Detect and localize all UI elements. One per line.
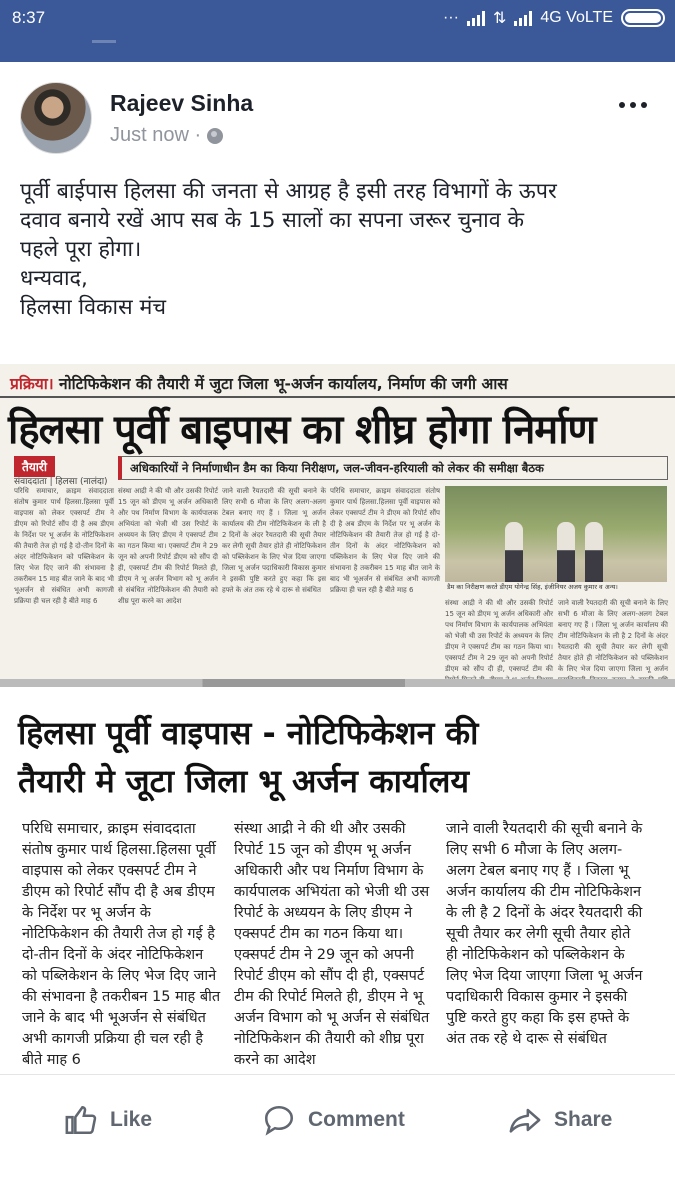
timestamp[interactable]: Just now ·	[110, 124, 202, 146]
kicker-text: नोटिफिकेशन की तैयारी में जुटा जिला भू-अर्जन कार्यालय, निर्माण की जगी आस	[59, 375, 508, 393]
post-text-line: धन्यवाद,	[20, 266, 88, 291]
article-column: संस्था आद्री ने की थी और उसकी रिपोर्ट 15 जून को डीएम भू अर्जन अधिकारी और पथ निर्माण विभाग के कार्यपालक अभियंता को भेजी थी उस रिपोर्ट के अध्ययन के लिए डीएम ने एक्सपर्ट टीम का गठन किया था। एक्सपर्ट टीम ने 29 जून को अपनी रिपोर्ट डीएम को सौंप दी ही, एक्सपर्ट टीम की रिपोर्ट मिलते ही, डीएम ने भू अर्जन विभाग को भू अर्जन से संबंधित नोटिफिकेशन की तैयारी को शीघ्र पूरा करने का आदेश	[118, 487, 218, 605]
signal-icon	[514, 10, 532, 26]
torn-edge	[0, 679, 675, 687]
nav-strip	[0, 40, 675, 62]
post-text-line: पहले पूरा होगा।	[20, 237, 142, 262]
clipping-subhead: अधिकारियों ने निर्माणाधीन डैम का किया निरीक्षण, जल-जीवन-हरियाली को लेकर की समीक्षा बैठक	[118, 456, 668, 480]
like-label: Like	[110, 1108, 153, 1131]
article-column: जाने वाली रैयतदारी की सूची बनाने के लिए सभी 6 मौजा के लिए अलग-अलग टेबल बनाए गए हैं । जिला भू अर्जन कार्यालय की टीम नोटिफिकेशन के ली है 2 दिनों के अंदर रैयतदारी की सूची तैयार कर लेगी सूची तैयार होते ही नोटिफिकेशन को पब्लिकेशन के लिए भेज दिया जाएगा जिला भू अर्जन पदाधिकारी विकास कुमार ने इसकी पुष्टि करते हुए कहा कि इस हफ्ते के अंत तक रहे थे दारू से संबंधित	[222, 487, 326, 594]
article-column: परिधि समाचार, क्राइम संवाददाता संतोष कुमार पार्थ हिलसा.हिलसा पूर्वी वाइपास को लेकर एक्सपर्ट टीम ने डीएम को रिपोर्ट सौंप दी है अब डीएम के निर्देश पर भू अर्जन के नोटिफिकेशन की तैयारी तेज हो गई है दो-तीन दिनों के अंदर नोटिफिकेशन को पब्लिकेशन के लिए भेज दिए जाने की संभावना है तकरीबन 15 माह बीत जाने के बाद भी भूअर्जन से संबंधित अभी कागजी प्रक्रिया ही चल रही है बीते माह 6	[22, 821, 221, 1068]
status-bar	[0, 0, 675, 40]
news-photo	[445, 486, 667, 594]
photo-caption: डैम का निरीक्षण करते डीएम योगेन्द्र सिंह, इंजीनियर अजय कुमार व अन्य।	[445, 582, 667, 594]
person-figure	[505, 522, 523, 584]
headline-line: तैयारी मे जूटा जिला भू अर्जन कार्यालय	[18, 762, 470, 800]
battery-icon	[621, 9, 665, 27]
comment-button[interactable]	[262, 1103, 405, 1137]
post-card	[0, 62, 675, 1200]
status-icons	[443, 8, 665, 28]
post-text	[20, 177, 660, 322]
comment-label: Comment	[308, 1108, 405, 1131]
globe-icon	[207, 128, 223, 144]
avatar[interactable]	[20, 82, 92, 154]
post-text-line: पूर्वी बाईपास हिलसा की जनता से आग्रह है इसी तरह विभागों के ऊपर	[20, 179, 557, 204]
nav-indicator	[92, 40, 116, 43]
action-bar	[0, 1074, 675, 1200]
newspaper-clipping-1[interactable]	[0, 364, 675, 679]
clipping-kicker	[10, 372, 665, 394]
divider	[0, 396, 675, 398]
headline-line: हिलसा पूर्वी वाइपास - नोटिफिकेशन की	[18, 714, 479, 752]
post-text-line: दवाव बनाये रखें आप सब के 15 सालों का सपना जरूर चुनाव के	[20, 208, 525, 233]
person-figure	[585, 522, 603, 584]
article-column: परिधि समाचार, क्राइम संवाददाता संतोष कुमार पार्थ हिलसा.हिलसा पूर्वी वाइपास को लेकर एक्सपर्ट टीम ने डीएम को रिपोर्ट सौंप दी है अब डीएम के निर्देश पर भू अर्जन के नोटिफिकेशन की तैयारी तेज हो गई है दो-तीन दिनों के अंदर नोटिफिकेशन को पब्लिकेशन के लिए भेज दिए जाने की संभावना है तकरीबन 15 माह बीत जाने के बाद भी भूअर्जन से संबंधित अभी कागजी प्रक्रिया ही चल रही है बीते माह 6	[330, 487, 440, 594]
clipping-headline: हिलसा पूर्वी बाइपास का शीघ्र होगा निर्माण	[8, 407, 596, 453]
comment-icon	[262, 1103, 296, 1137]
author-name[interactable]: Rajeev Sinha	[110, 90, 254, 116]
share-button[interactable]	[508, 1103, 612, 1137]
newspaper-clipping-2[interactable]	[0, 679, 675, 1074]
dateline: संवाददाता | हिलसा (नालंदा)	[14, 477, 108, 487]
more-options-icon[interactable]	[619, 102, 647, 108]
share-icon	[508, 1103, 542, 1137]
section-tag: तैयारी	[14, 456, 55, 477]
post-meta	[110, 124, 223, 147]
article-column: जाने वाली रैयतदारी की सूची बनाने के लिए सभी 6 मौजा के लिए अलग-अलग टेबल बनाए गए हैं । जिला भू अर्जन कार्यालय की टीम नोटिफिकेशन के ली है 2 दिनों के अंदर रैयतदारी की सूची तैयार कर लेगी सूची तैयार होते ही नोटिफिकेशन को पब्लिकेशन के लिए भेज दिया जाएगा जिला भू अर्जन पदाधिकारी विकास कुमार ने इसकी पुष्टि करते हुए कहा कि इस हफ्ते के अंत तक रहे थे दारू से संबंधित	[446, 821, 643, 1047]
network-label: 4G VoLTE	[540, 9, 613, 26]
data-arrows-icon: ⇅	[492, 10, 507, 27]
article-column: संस्था आद्री ने की थी और उसकी रिपोर्ट 15 जून को डीएम भू अर्जन अधिकारी और पथ निर्माण विभाग के कार्यपालक अभियंता को भेजी थी उस रिपोर्ट के अध्ययन के लिए डीएम ने एक्सपर्ट टीम का गठन किया था। एक्सपर्ट टीम ने 29 जून को अपनी रिपोर्ट डीएम को सौंप दी ही, एक्सपर्ट टीम की	[445, 599, 553, 673]
signal-icon	[467, 10, 485, 26]
like-icon	[64, 1103, 98, 1137]
share-label: Share	[554, 1108, 613, 1131]
kicker-label: प्रक्रिया।	[10, 375, 54, 393]
clipping-headline	[18, 709, 663, 805]
post-text-line: हिलसा विकास मंच	[20, 295, 166, 320]
like-button[interactable]	[64, 1103, 152, 1137]
article-column: परिधि समाचार, क्राइम संवाददाता संतोष कुमार पार्थ हिलसा.हिलसा पूर्वी वाइपास को लेकर एक्सपर्ट टीम ने डीएम को रिपोर्ट सौंप दी है अब डीएम के निर्देश पर भू अर्जन के नोटिफिकेशन की तैयारी तेज हो गई है दो-तीन दिनों के अंदर नोटिफिकेशन को पब्लिकेशन के लिए भेज दिए जाने की संभावना है तकरीबन 15 माह बीत जाने के बाद भी भूअर्जन से संबंधित अभी कागजी प्रक्रिया ही चल रही है बीते माह 6	[14, 487, 114, 605]
article-column: जाने वाली रैयतदारी की सूची बनाने के लिए सभी 6 मौजा के लिए अलग-अलग टेबल बनाए गए हैं । जिला भू अर्जन कार्यालय की टीम नोटिफिकेशन के ली है 2 दिनों के अंदर रैयतदारी की सूची तैयार कर लेगी सूची तैयार होते ही नोटिफिकेशन को पब्लिकेशन के लिए भेज दिया जाएगा जिला भू अर्जन	[558, 599, 668, 673]
person-figure	[557, 522, 575, 584]
article-column: संस्था आद्री ने की थी और उसकी रिपोर्ट 15 जून को डीएम भू अर्जन अधिकारी और पथ निर्माण विभाग के कार्यपालक अभियंता को भेजी थी उस रिपोर्ट के अध्ययन के लिए डीएम ने एक्सपर्ट टीम का गठन किया था। एक्सपर्ट टीम ने 29 जून को अपनी रिपोर्ट डीएम को सौंप दी ही, एक्सपर्ट टीम की रिपोर्ट मिलते ही, डीएम ने भू अर्जन विभाग को भू अर्जन से संबंधित नोटिफिकेशन की तैयारी को शीघ्र पूरा करने का आदेश	[234, 821, 430, 1068]
dots-icon: ···	[442, 9, 459, 26]
status-time: 8:37	[12, 8, 46, 27]
